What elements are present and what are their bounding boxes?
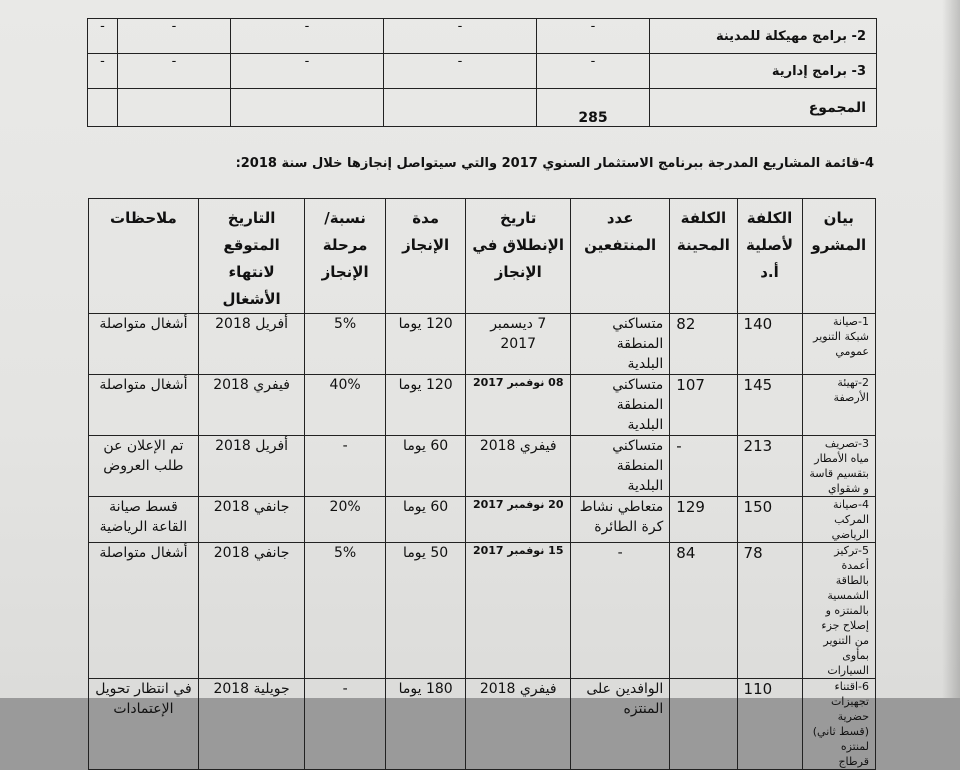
original-cost: 213	[737, 436, 802, 497]
page-edge-shadow	[942, 0, 960, 698]
header-notes: ملاحظات	[89, 199, 199, 314]
end-date: جويلية 2018	[198, 679, 305, 770]
header-progress: نسبة/مرحلة الإنجاز	[305, 199, 386, 314]
beneficiaries: متساكني المنطقة البلدية	[571, 314, 670, 375]
table-row-total	[88, 89, 877, 127]
original-cost: 145	[737, 375, 802, 436]
table-row	[89, 497, 876, 543]
progress: 40%	[305, 375, 386, 436]
end-date: أفريل 2018	[198, 436, 305, 497]
start-date: 15 نوفمبر 2017	[466, 543, 571, 679]
project-name: 3-تصريف مياه الأمطار بتقسيم قاسة و شقواي	[802, 436, 876, 497]
duration: 120 يوما	[385, 375, 466, 436]
original-cost: 78	[737, 543, 802, 679]
beneficiaries: متساكني المنطقة البلدية	[571, 436, 670, 497]
top-summary-table	[87, 18, 877, 127]
beneficiaries: الوافدين على المنتزه	[571, 679, 670, 770]
original-cost: 150	[737, 497, 802, 543]
progress: -	[305, 679, 386, 770]
notes: أشغال متواصلة	[89, 543, 199, 679]
header-row	[89, 199, 876, 314]
notes: في انتظار تحويل الإعتمادات	[89, 679, 199, 770]
start-date: فيفري 2018	[466, 436, 571, 497]
project-name: 5-تركيز أعمدة بالطاقة الشمسية بالمنتزه و إصلاح جزء من التنوير بمأوى السيارات	[802, 543, 876, 679]
table-cell	[231, 89, 384, 127]
end-date: أفريل 2018	[198, 314, 305, 375]
beneficiaries: متساكني المنطقة البلدية	[571, 375, 670, 436]
table-cell: -	[118, 54, 231, 89]
table-row	[88, 54, 877, 89]
progress: -	[305, 436, 386, 497]
total-label: المجموع	[650, 89, 877, 127]
notes: أشغال متواصلة	[89, 375, 199, 436]
table-cell: -	[537, 54, 650, 89]
beneficiaries: -	[571, 543, 670, 679]
table-row	[89, 679, 876, 770]
header-start-date: تاريخ الإنطلاق في الإنجاز	[466, 199, 571, 314]
table-cell	[384, 89, 537, 127]
total-value: 285	[537, 89, 650, 127]
updated-cost: 84	[670, 543, 737, 679]
table-cell: -	[537, 19, 650, 54]
original-cost: 140	[737, 314, 802, 375]
duration: 60 يوما	[385, 497, 466, 543]
table-row	[89, 314, 876, 375]
updated-cost	[670, 679, 737, 770]
project-name: 2-تهيئة الأرصفة	[802, 375, 876, 436]
header-updated-cost: الكلفة المحينة	[670, 199, 737, 314]
project-name: 1-صيانة شبكة التنوير عمومي	[802, 314, 876, 375]
row-label: 3- برامج إدارية	[650, 54, 877, 89]
table-cell: -	[384, 54, 537, 89]
table-cell: -	[118, 19, 231, 54]
duration: 60 يوما	[385, 436, 466, 497]
duration: 180 يوما	[385, 679, 466, 770]
table-row	[89, 375, 876, 436]
table-cell: -	[88, 54, 118, 89]
header-beneficiaries: عدد المنتفعين	[571, 199, 670, 314]
original-cost: 110	[737, 679, 802, 770]
start-date: 20 نوفمبر 2017	[466, 497, 571, 543]
updated-cost: 82	[670, 314, 737, 375]
end-date: فيفري 2018	[198, 375, 305, 436]
table-cell	[118, 89, 231, 127]
table-row	[89, 543, 876, 679]
notes: أشغال متواصلة	[89, 314, 199, 375]
table-cell: -	[384, 19, 537, 54]
start-date: 7 ديسمبر 2017	[466, 314, 571, 375]
start-date: فيفري 2018	[466, 679, 571, 770]
notes: تم الإعلان عن طلب العروض	[89, 436, 199, 497]
table-row	[89, 436, 876, 497]
table-row	[88, 19, 877, 54]
updated-cost: 129	[670, 497, 737, 543]
table-cell	[88, 89, 118, 127]
table-cell: -	[231, 54, 384, 89]
projects-table	[88, 198, 876, 770]
end-date: جانفي 2018	[198, 497, 305, 543]
updated-cost: 107	[670, 375, 737, 436]
project-name: 4-صيانة المركب الرياضي	[802, 497, 876, 543]
end-date: جانفي 2018	[198, 543, 305, 679]
notes: قسط صيانة القاعة الرياضية	[89, 497, 199, 543]
table-cell: -	[231, 19, 384, 54]
progress: 5%	[305, 314, 386, 375]
progress: 20%	[305, 497, 386, 543]
header-project: بيان المشرو	[802, 199, 876, 314]
row-label: 2- برامج مهيكلة للمدينة	[650, 19, 877, 54]
header-original-cost: الكلفة لأصلية أ.د	[737, 199, 802, 314]
header-duration: مدة الإنجاز	[385, 199, 466, 314]
progress: 5%	[305, 543, 386, 679]
section-heading: 4-قائمة المشاريع المدرجة ببرنامج الاستثمار السنوي 2017 والتي سيتواصل إنجازها خلال سنة 2018:	[235, 156, 874, 171]
header-end-date: التاريخ المتوقع لانتهاء الأشغال	[198, 199, 305, 314]
beneficiaries: متعاطي نشاط كرة الطائرة	[571, 497, 670, 543]
project-name: 6-اقتناء تجهيزات حضرية (قسط ثاني) لمنتزه قرطاج	[802, 679, 876, 770]
duration: 120 يوما	[385, 314, 466, 375]
duration: 50 يوما	[385, 543, 466, 679]
table-cell: -	[88, 19, 118, 54]
updated-cost: -	[670, 436, 737, 497]
start-date: 08 نوفمبر 2017	[466, 375, 571, 436]
